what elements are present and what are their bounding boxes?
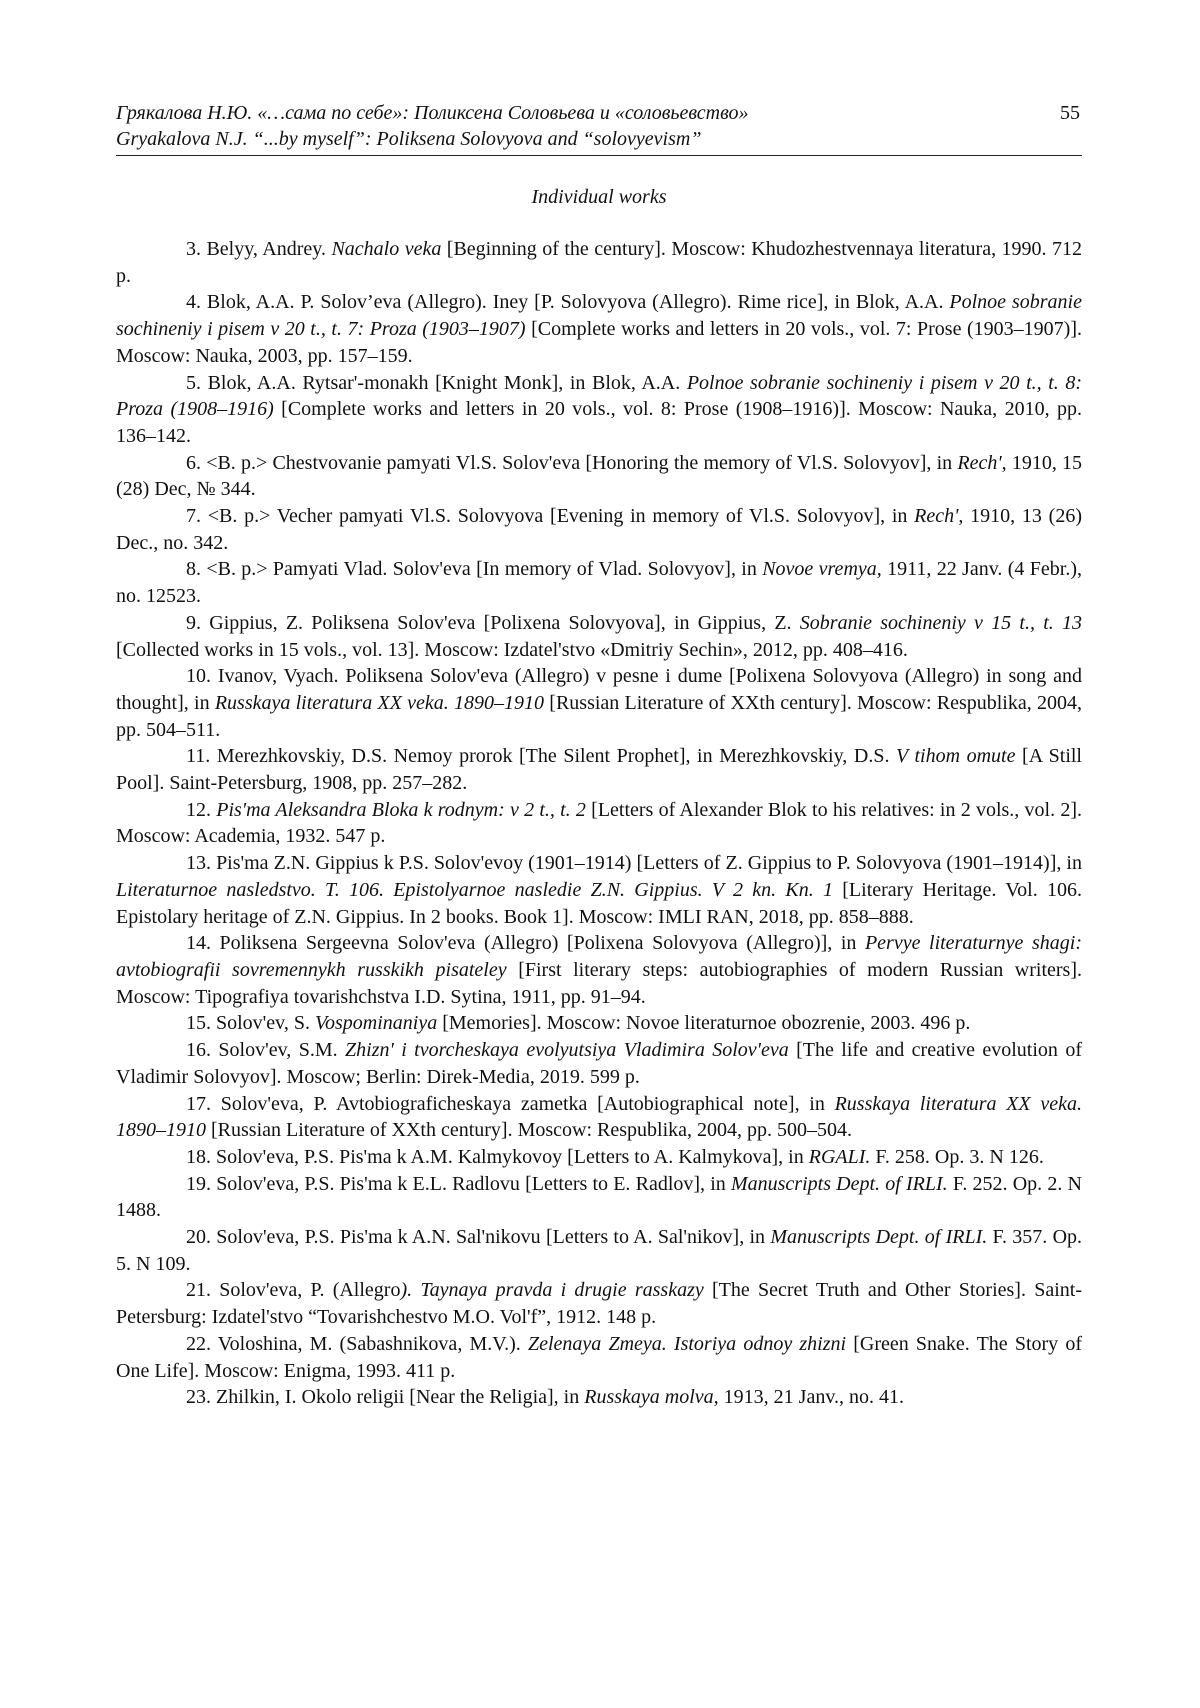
- reference-title-italic: Sobranie sochineniy v 15 t., t. 13: [799, 611, 1082, 634]
- header-rule: [116, 155, 1082, 156]
- reference-text: 19. Solov'eva, P.S. Pis'ma k E.L. Radlovu [Letters to E. Radlov], in: [186, 1172, 731, 1195]
- reference-text: F. 252. Op. 2. N 1488.: [116, 1172, 1082, 1222]
- reference-text: [The life and creative evolution of Vladimir Solovyov]. Moscow; Berlin: Direk-Media, 2019. 599 p.: [116, 1039, 1082, 1088]
- reference-text: 11. Merezhkovskiy, D.S. Nemoy prorok [The Silent Prophet], in Merezhkovskiy, D.S.: [186, 745, 897, 768]
- reference-title-italic: Rech': [914, 505, 959, 528]
- reference-text: 20. Solov'eva, P.S. Pis'ma k A.N. Sal'nikovu [Letters to A. Sal'nikov], in: [186, 1226, 771, 1249]
- reference-text: [Green Snake. The Story of One Life]. Moscow: Enigma, 1993. 411 p.: [116, 1332, 1083, 1382]
- reference-text: [Complete works and letters in 20 vols., vol. 7: Prose (1903–1907)]. Moscow: Nauka, 2003, pp. 157–159.: [116, 318, 1082, 367]
- reference-text: [A Still Pool]. Saint-Petersburg, 1908, pp. 257–282.: [116, 745, 1082, 795]
- reference-text: [Complete works and letters in 20 vols., vol. 8: Prose (1908–1916)]. Moscow: Nauka, 2010, pp. 136–142.: [116, 398, 1082, 447]
- reference-text: 7. <B. p.> Vecher pamyati Vl.S. Solovyova [Evening in memory of Vl.S. Solovyov], in: [186, 505, 915, 528]
- reference-text: 10. Ivanov, Vyach. Poliksena Solov'eva (Allegro) v pesne i dume [Polixena Solovyova (Allegro) in song and thought], in: [116, 665, 1082, 714]
- reference-text: [Memories]. Moscow: Novoe literaturnoe obozrenie, 2003. 496 p.: [437, 1012, 971, 1035]
- reference-text: [Beginning of the century]. Moscow: Khudozhestvennaya literatura, 1990. 712 p.: [116, 238, 1082, 287]
- reference-text: , 1910, 15 (28) Dec, № 344.: [116, 451, 1083, 501]
- reference-text: F. 258. Op. 3. N 126.: [870, 1145, 1044, 1168]
- reference-text: , 1910, 13 (26) Dec., no. 342.: [116, 505, 1082, 554]
- running-header: [116, 100, 1082, 152]
- reference-title-italic: Polnoe sobranie sochineniy i pisem v 20 t., t. 7: Proza (1903–1907): [116, 291, 1082, 341]
- reference-title-italic: Novoe vremya,: [762, 558, 882, 581]
- reference-entry: [116, 1384, 1082, 1411]
- reference-title-italic: Manuscripts Dept. of IRLI.: [770, 1226, 988, 1249]
- reference-title-italic: Manuscripts Dept. of IRLI.: [730, 1172, 948, 1195]
- reference-text: 12.: [186, 798, 217, 821]
- reference-text: 21. Solov'eva, P. (Allegro: [186, 1279, 401, 1302]
- reference-text: 9. Gippius, Z. Poliksena Solov'eva [Polixena Solovyova], in Gippius, Z.: [186, 611, 800, 634]
- reference-entry: [116, 610, 1082, 663]
- reference-text: [Letters of Alexander Blok to his relatives: in 2 vols., vol. 2]. Moscow: Academia, 1932. 547 p.: [116, 798, 1082, 848]
- reference-entry: [116, 1331, 1082, 1384]
- reference-text: 23. Zhilkin, I. Okolo religii [Near the Religia], in: [186, 1386, 585, 1409]
- reference-title-italic: Polnoe sobranie sochineniy i pisem v 20 t., t. 8: Proza (1908–1916): [116, 371, 1082, 421]
- reference-text: 22. Voloshina, M. (Sabashnikova, M.V.).: [186, 1332, 528, 1355]
- reference-title-italic: V tihom omute: [896, 745, 1016, 768]
- reference-entry: [116, 1010, 1082, 1037]
- reference-title-italic: Pis'ma Aleksandra Bloka k rodnym: v 2 t., t. 2: [216, 798, 586, 821]
- reference-entry: [116, 370, 1082, 450]
- reference-entry: [116, 503, 1082, 556]
- header-title-en: Gryakalova N.J. “...by myself”: Poliksena Solovyova and “solovyevism”: [116, 128, 702, 150]
- reference-text: 18. Solov'eva, P.S. Pis'ma k A.M. Kalmykovoy [Letters to A. Kalmykova], in: [186, 1145, 809, 1168]
- reference-text: 5. Blok, A.A. Rytsar'-monakh [Knight Monk], in Blok, A.A.: [186, 371, 687, 394]
- reference-text: 14. Poliksena Sergeevna Solov'eva (Allegro) [Polixena Solovyova (Allegro)], in: [186, 932, 865, 955]
- reference-title-italic: Literaturnoe nasledstvo. T. 106. Epistolyarnoe nasledie Z.N. Gippius. V 2 kn. Kn. 1: [116, 878, 833, 901]
- reference-title-italic: ). Taynaya pravda i drugie rasskazy: [400, 1279, 704, 1302]
- reference-text: 8. <B. p.> Pamyati Vlad. Solov'eva [In memory of Vlad. Solovyov], in: [186, 558, 763, 581]
- reference-entry: [116, 1144, 1082, 1171]
- reference-text: 6. <B. p.> Chestvovanie pamyati Vl.S. Solov'eva [Honoring the memory of Vl.S. Solovyov], in: [186, 451, 958, 474]
- reference-title-italic: Zhizn' i tvorcheskaya evolyutsiya Vladimira Solov'eva: [345, 1039, 789, 1062]
- reference-entry: [116, 1037, 1082, 1090]
- reference-entry: [116, 930, 1082, 1010]
- reference-title-italic: RGALI.: [808, 1145, 871, 1168]
- reference-text: 1913, 21 Janv., no. 41.: [718, 1386, 905, 1409]
- reference-text: 17. Solov'eva, P. Avtobiograficheskaya zametka [Autobiographical note], in: [186, 1092, 835, 1115]
- section-title: Individual works: [531, 186, 667, 208]
- reference-text: [Russian Literature of XXth century]. Moscow: Respublika, 2004, pp. 504–511.: [116, 691, 1082, 741]
- reference-entry: [116, 236, 1082, 289]
- reference-entry: [116, 797, 1082, 850]
- reference-entry: [116, 289, 1082, 369]
- reference-entry: [116, 663, 1082, 743]
- reference-text: 15. Solov'ev, S.: [186, 1012, 315, 1035]
- reference-title-italic: Vospominaniya: [314, 1012, 438, 1035]
- reference-title-italic: Zelenaya Zmeya. Istoriya odnoy zhizni: [527, 1332, 847, 1355]
- reference-text: 16. Solov'ev, S.M.: [186, 1039, 346, 1062]
- reference-entry: [116, 556, 1082, 609]
- reference-title-italic: Russkaya literatura XX veka. 1890–1910: [116, 1092, 1082, 1142]
- reference-text: [The Secret Truth and Other Stories]. Saint-Petersburg: Izdatel'stvo “Tovarishchestvo M.O. Vol'f”, 1912. 148 p.: [116, 1279, 1082, 1329]
- reference-text: [Russian Literature of XXth century]. Moscow: Respublika, 2004, pp. 500–504.: [206, 1119, 853, 1142]
- reference-text: [Collected works in 15 vols., vol. 13]. Moscow: Izdatel'stvo «Dmitriy Sechin», 2012, pp. 408–416.: [116, 638, 908, 661]
- page-number: 55: [1060, 102, 1080, 124]
- reference-text: [First literary steps: autobiographies of modern Russian writers]. Moscow: Tipografiya tovarishchstva I.D. Sytina, 1911, pp. 91–94.: [116, 958, 1082, 1008]
- reference-text: 3. Belyy, Andrey.: [186, 238, 332, 260]
- reference-entry: [116, 1171, 1082, 1224]
- reference-entry: [116, 1091, 1082, 1144]
- reference-entry: [116, 1277, 1082, 1330]
- reference-list: [116, 236, 1082, 1411]
- reference-entry: [116, 743, 1082, 796]
- reference-title-italic: Russkaya molva,: [584, 1386, 719, 1409]
- reference-entry: [116, 1224, 1082, 1277]
- reference-title-italic: Nachalo veka: [331, 238, 442, 260]
- reference-title-italic: Rech': [957, 451, 1002, 474]
- reference-text: 13. Pis'ma Z.N. Gippius k P.S. Solov'evoy (1901–1914) [Letters of Z. Gippius to P. Solovyova (1901–1914)], in: [186, 852, 1082, 875]
- reference-title-italic: Pervye literaturnye shagi: avtobiografii sovremennykh russkikh pisateley: [116, 932, 1082, 981]
- reference-text: [Literary Heritage. Vol. 106. Epistolary heritage of Z.N. Gippius. In 2 books. Book 1]. Moscow: IMLI RAN, 2018, pp. 858–888.: [116, 878, 1082, 928]
- reference-text: 1911, 22 Janv. (4 Febr.), no. 12523.: [116, 558, 1082, 608]
- reference-text: F. 357. Op. 5. N 109.: [116, 1226, 1083, 1275]
- reference-entry: [116, 850, 1082, 930]
- reference-title-italic: Russkaya literatura XX veka. 1890–1910: [214, 691, 545, 714]
- header-title-ru: Грякалова Н.Ю. «…сама по себе»: Поликсена Соловьева и «соловьевство»: [116, 102, 749, 124]
- reference-entry: [116, 450, 1082, 503]
- reference-text: 4. Blok, A.A. P. Solov’eva (Allegro). Iney [P. Solovyova (Allegro). Rime rice], in Blok, A.A.: [186, 291, 950, 314]
